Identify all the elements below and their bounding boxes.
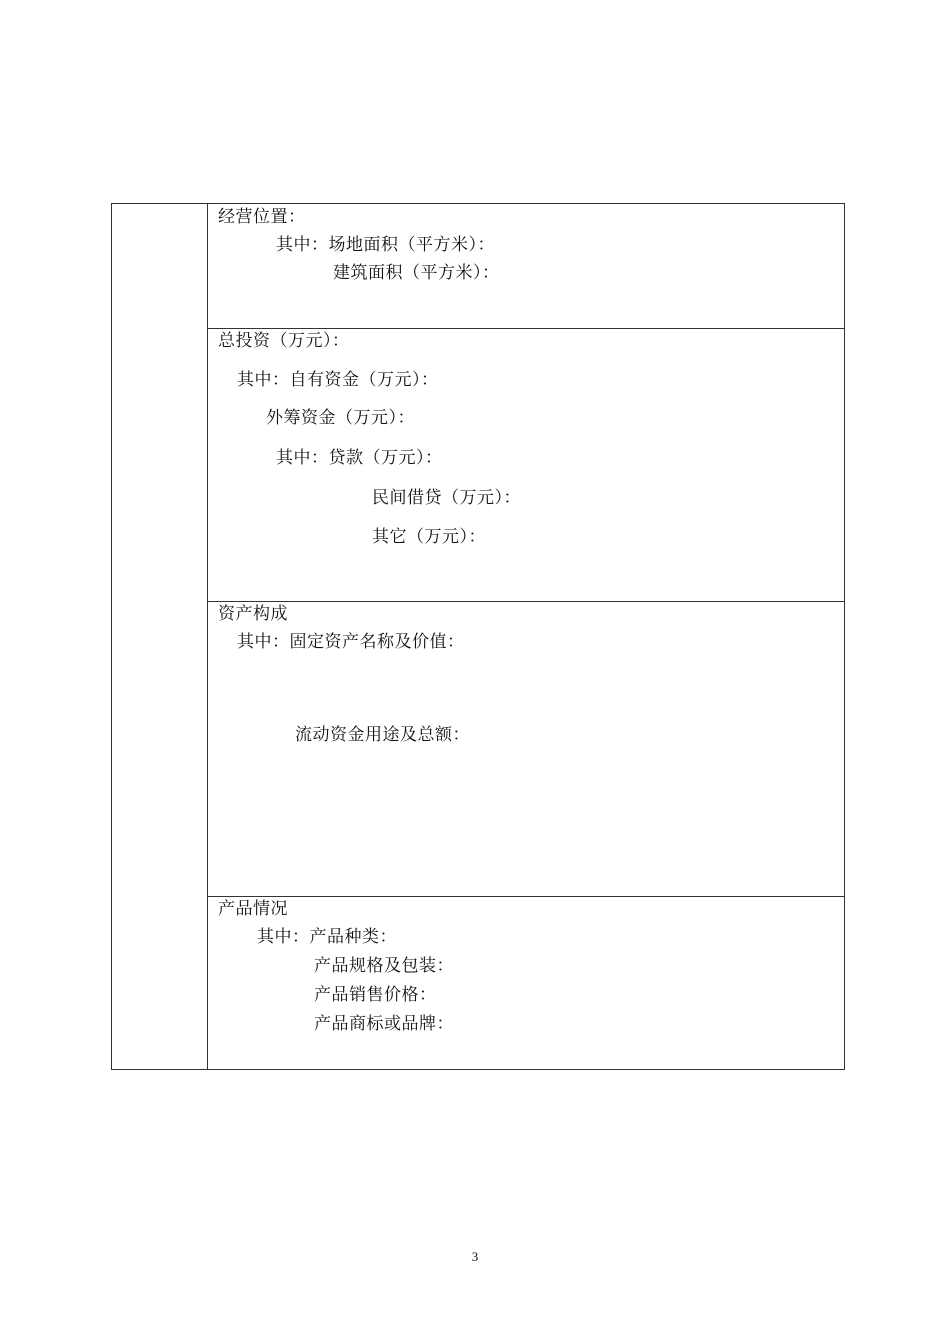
building-area-label: 建筑面积（平方米）：: [333, 263, 500, 283]
site-area-label: 其中：场地面积（平方米）：: [276, 235, 495, 255]
loans-label: 其中：贷款（万元）：: [276, 448, 443, 468]
form-table: [111, 203, 845, 1070]
product-types-label: 其中：产品种类：: [257, 927, 397, 947]
product-brand-label: 产品商标或品牌：: [314, 1014, 454, 1034]
products-heading: 产品情况: [218, 899, 288, 919]
section-divider: [208, 896, 844, 897]
location-heading: 经营位置：: [218, 207, 306, 227]
fixed-assets-label: 其中：固定资产名称及价值：: [237, 632, 465, 652]
own-funds-label: 其中：自有资金（万元）：: [237, 370, 439, 390]
working-capital-label: 流动资金用途及总额：: [295, 725, 470, 745]
product-specs-label: 产品规格及包装：: [314, 956, 454, 976]
investment-heading: 总投资（万元）：: [218, 331, 350, 351]
page-number: 3: [471, 1249, 479, 1264]
section-divider: [208, 601, 844, 602]
left-label-column: [112, 204, 208, 1069]
assets-heading: 资产构成: [218, 604, 288, 624]
other-funds-label: 其它（万元）：: [372, 527, 486, 547]
product-price-label: 产品销售价格：: [314, 985, 437, 1005]
section-divider: [208, 328, 844, 329]
private-lending-label: 民间借贷（万元）：: [372, 488, 521, 508]
external-funds-label: 外筹资金（万元）：: [266, 408, 415, 428]
